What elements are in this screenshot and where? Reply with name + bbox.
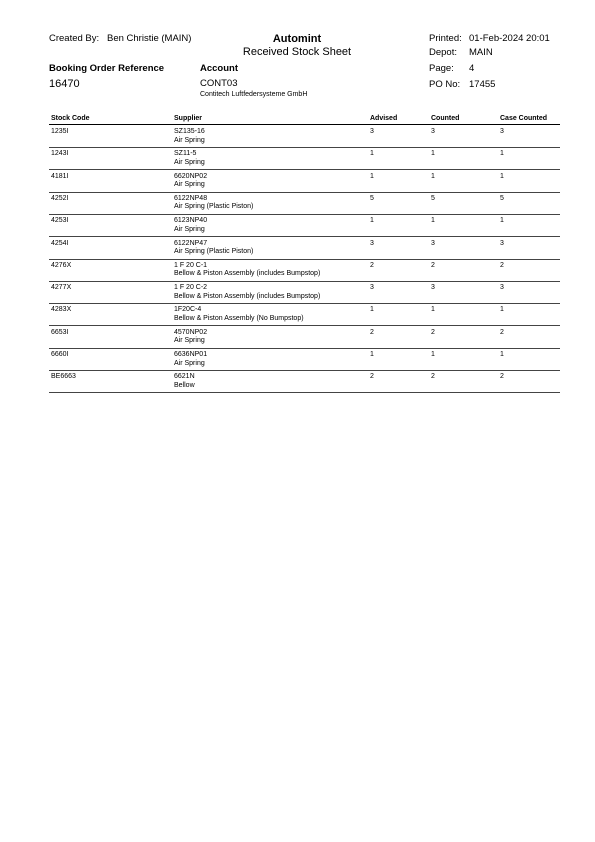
counted-cell: 1 (431, 150, 435, 158)
advised-cell: 3 (370, 128, 374, 135)
case-counted-cell: 5 (500, 194, 504, 202)
stock-code-cell: 6660I (51, 351, 69, 358)
company-name: Automint (272, 33, 322, 45)
item-description-cell: Air Spring (174, 337, 205, 345)
item-description-cell: Bellow & Piston Assembly (includes Bumpstop) (174, 292, 321, 300)
case-counted-cell: 1 (500, 150, 504, 158)
supplier-code-cell: 1 F 20 C-1 (174, 261, 208, 269)
depot-value: MAIN (469, 47, 493, 58)
supplier-code-cell: 6123NP40 (174, 217, 208, 225)
item-description-cell: Air Spring (174, 136, 205, 144)
row-divider (49, 303, 560, 304)
depot-label: Depot: (429, 47, 457, 58)
case-counted-cell: 1 (500, 351, 504, 358)
sheet-title: Received Stock Sheet (242, 46, 352, 58)
case-counted-cell: 2 (500, 373, 504, 381)
page-value: 4 (469, 63, 475, 74)
counted-cell: 3 (431, 128, 435, 135)
row-divider (49, 325, 560, 326)
counted-cell: 1 (431, 172, 435, 180)
po-value: 17455 (469, 79, 496, 90)
row-divider (49, 192, 560, 193)
supplier-code-cell: 4570NP02 (174, 328, 208, 336)
row-divider (49, 214, 560, 215)
advised-cell: 5 (370, 194, 374, 202)
item-description-cell: Bellow & Piston Assembly (No Bumpstop) (174, 314, 304, 322)
advised-cell: 2 (370, 373, 374, 381)
stock-code-cell: BE6663 (51, 373, 76, 381)
row-divider (49, 281, 560, 282)
account-code: CONT03 (200, 78, 238, 89)
case-counted-cell: 1 (500, 217, 504, 225)
row-divider (49, 147, 560, 148)
supplier-code-cell: 6636NP01 (174, 351, 208, 358)
col-stock-code: Stock Code (51, 115, 90, 122)
stock-code-cell: 4283X (51, 306, 72, 314)
case-counted-cell: 1 (500, 172, 504, 180)
counted-cell: 1 (431, 217, 435, 225)
item-description-cell: Air Spring (Plastic Piston) (174, 248, 254, 255)
item-description-cell: Bellow (174, 381, 195, 389)
case-counted-cell: 3 (500, 128, 504, 135)
po-label: PO No: (429, 79, 461, 90)
counted-cell: 2 (431, 328, 435, 336)
stock-code-cell: 4277X (51, 284, 72, 292)
row-divider (49, 236, 560, 237)
counted-cell: 1 (431, 306, 435, 314)
item-description-cell: Bellow & Piston Assembly (includes Bumpstop) (174, 270, 321, 278)
supplier-code-cell: 6122NP48 (174, 194, 208, 202)
account-label: Account (200, 63, 238, 74)
printed-label: Printed: (429, 33, 462, 44)
row-divider (49, 259, 560, 260)
item-description-cell: Air Spring (Plastic Piston) (174, 203, 254, 211)
advised-cell: 1 (370, 150, 374, 158)
row-divider (49, 370, 560, 371)
stock-code-cell: 4253I (51, 217, 69, 225)
advised-cell: 2 (370, 328, 374, 336)
stock-code-cell: 4276X (51, 261, 72, 269)
row-divider (49, 348, 560, 349)
case-counted-cell: 3 (500, 284, 504, 292)
advised-cell: 1 (370, 172, 374, 180)
case-counted-cell: 2 (500, 328, 504, 336)
supplier-code-cell: SZ135-16 (174, 128, 205, 135)
advised-cell: 1 (370, 217, 374, 225)
advised-cell: 2 (370, 261, 374, 269)
counted-cell: 3 (431, 284, 435, 292)
booking-ref-value: 16470 (49, 78, 80, 90)
counted-cell: 3 (431, 239, 435, 247)
item-description-cell: Air Spring (174, 181, 205, 189)
advised-cell: 3 (370, 284, 374, 292)
advised-cell: 1 (370, 351, 374, 358)
page-label: Page: (429, 63, 454, 74)
counted-cell: 5 (431, 194, 435, 202)
col-supplier: Supplier (174, 115, 203, 122)
counted-cell: 2 (431, 373, 435, 381)
booking-ref-label: Booking Order Reference (49, 63, 165, 74)
supplier-code-cell: 1 F 20 C-2 (174, 284, 208, 292)
row-divider (49, 392, 560, 393)
col-counted: Counted (431, 115, 460, 122)
supplier-code-cell: SZ11-5 (174, 150, 197, 158)
stock-code-cell: 4254I (51, 239, 69, 247)
created-by-value: Ben Christie (MAIN) (107, 33, 192, 44)
supplier-code-cell: 6621N (174, 373, 195, 381)
item-description-cell: Air Spring (174, 225, 205, 233)
account-name: Contitech Luftfedersysteme GmbH (200, 91, 308, 98)
case-counted-cell: 2 (500, 261, 504, 269)
advised-cell: 3 (370, 239, 374, 247)
supplier-code-cell: 1F20C-4 (174, 306, 202, 314)
item-description-cell: Air Spring (174, 359, 205, 367)
header-rule (49, 124, 560, 125)
created-by-label: Created By: (49, 33, 100, 44)
printed-value: 01-Feb-2024 20:01 (469, 33, 550, 44)
stock-code-cell: 4181I (51, 172, 69, 180)
advised-cell: 1 (370, 306, 374, 314)
case-counted-cell: 1 (500, 306, 504, 314)
col-case-counted: Case Counted (500, 115, 548, 122)
case-counted-cell: 3 (500, 239, 504, 247)
col-advised: Advised (370, 115, 398, 122)
counted-cell: 2 (431, 261, 435, 269)
item-description-cell: Air Spring (174, 158, 205, 166)
stock-code-cell: 4252I (51, 194, 69, 202)
stock-code-cell: 1235I (51, 128, 69, 135)
counted-cell: 1 (431, 351, 435, 358)
stock-code-cell: 6653I (51, 328, 69, 336)
stock-code-cell: 1243I (51, 150, 69, 158)
row-divider (49, 169, 560, 170)
supplier-code-cell: 6620NP02 (174, 172, 208, 180)
supplier-code-cell: 6122NP47 (174, 239, 208, 247)
